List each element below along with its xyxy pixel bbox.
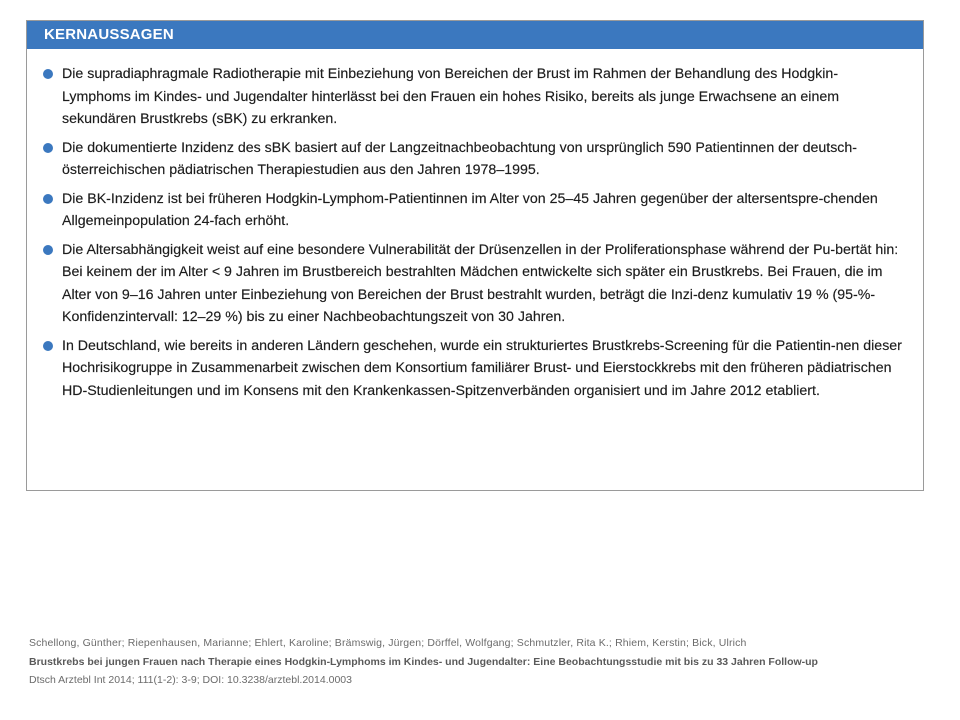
key-points-list: [27, 49, 923, 402]
key-point: [43, 335, 903, 403]
key-point: [43, 188, 903, 233]
key-point-text: Die dokumentierte Inzidenz des sBK basiert auf der Langzeitnachbeobachtung von ursprünglich 590 Patientinnen der deutsch-österreichischen pädiatrischen Therapiestudien aus den Jahren 1978–1995.: [62, 139, 858, 178]
citation-source: Dtsch Arztebl Int 2014; 111(1-2): 3-9; DOI: 10.3238/arztebl.2014.0003: [29, 674, 352, 686]
citation-block: [29, 634, 939, 690]
key-point: [43, 63, 903, 131]
bullet-dot-icon: [43, 245, 53, 255]
key-point-text: Die BK-Inzidenz ist bei früheren Hodgkin-Lymphom-Patientinnen im Alter von 25–45 Jahren gegenüber der altersentspre-chenden Allgemeinpopulation 24-fach erhöht.: [62, 190, 878, 229]
key-point-text: In Deutschland, wie bereits in anderen Ländern geschehen, wurde ein strukturiertes Brustkrebs-Screening für die Patientin-nen dieser Hochrisikogruppe in Zusammenarbeit zwischen dem Konsortium familiärer Brust- und Eierstockkrebs mit den früheren pädiatrischen HD-Studienleitungen und im Konsens mit den Krankenkassen-Spitzenverbänden organisiert und im Jahre 2012 etabliert.: [62, 337, 902, 399]
key-messages-box: [26, 20, 924, 491]
box-header: KERNAUSSAGEN: [27, 21, 923, 49]
key-point: [43, 137, 903, 182]
bullet-dot-icon: [43, 69, 53, 79]
key-point: [43, 239, 903, 329]
bullet-dot-icon: [43, 341, 53, 351]
key-point-text: Die supradiaphragmale Radiotherapie mit Einbeziehung von Bereichen der Brust im Rahmen der Behandlung des Hodgkin-Lymphoms im Kindes- und Jugendalter hinterlässt bei den Frauen ein hohes Risiko, bereits als junge Erwachsene an einem sekundären Brustkrebs (sBK) zu erkranken.: [62, 66, 840, 127]
bullet-dot-icon: [43, 194, 53, 204]
citation-title: Brustkrebs bei jungen Frauen nach Therapie eines Hodgkin-Lymphoms im Kindes- und Jugendalter: Eine Beobachtungsstudie mit bis zu 33 Jahren Follow-up: [29, 655, 818, 668]
bullet-dot-icon: [43, 143, 53, 153]
citation-authors: Schellong, Günther; Riepenhausen, Marianne; Ehlert, Karoline; Brämswig, Jürgen; Dörffel, Wolfgang; Schmutzler, Rita K.; Rhiem, Kerstin; Bick, Ulrich: [29, 637, 747, 649]
key-point-text: Die Altersabhängigkeit weist auf eine besondere Vulnerabilität der Drüsenzellen in der Proliferationsphase während der Pu-bertät hin: Bei keinem der im Alter < 9 Jahren im Brustbereich bestrahlten Mädchen entwickelte sich später ein Brustkrebs. Bei Frauen, die im Alter von 9–16 Jahren unter Einbeziehung von Bereichen der Brust bestrahlt wurden, beträgt die Inzi-denz kumulativ 19 % (95-%-Konfidenzintervall: 12–29 %) bis zu einer Nachbeobachtungszeit von 30 Jahren.: [62, 241, 899, 325]
